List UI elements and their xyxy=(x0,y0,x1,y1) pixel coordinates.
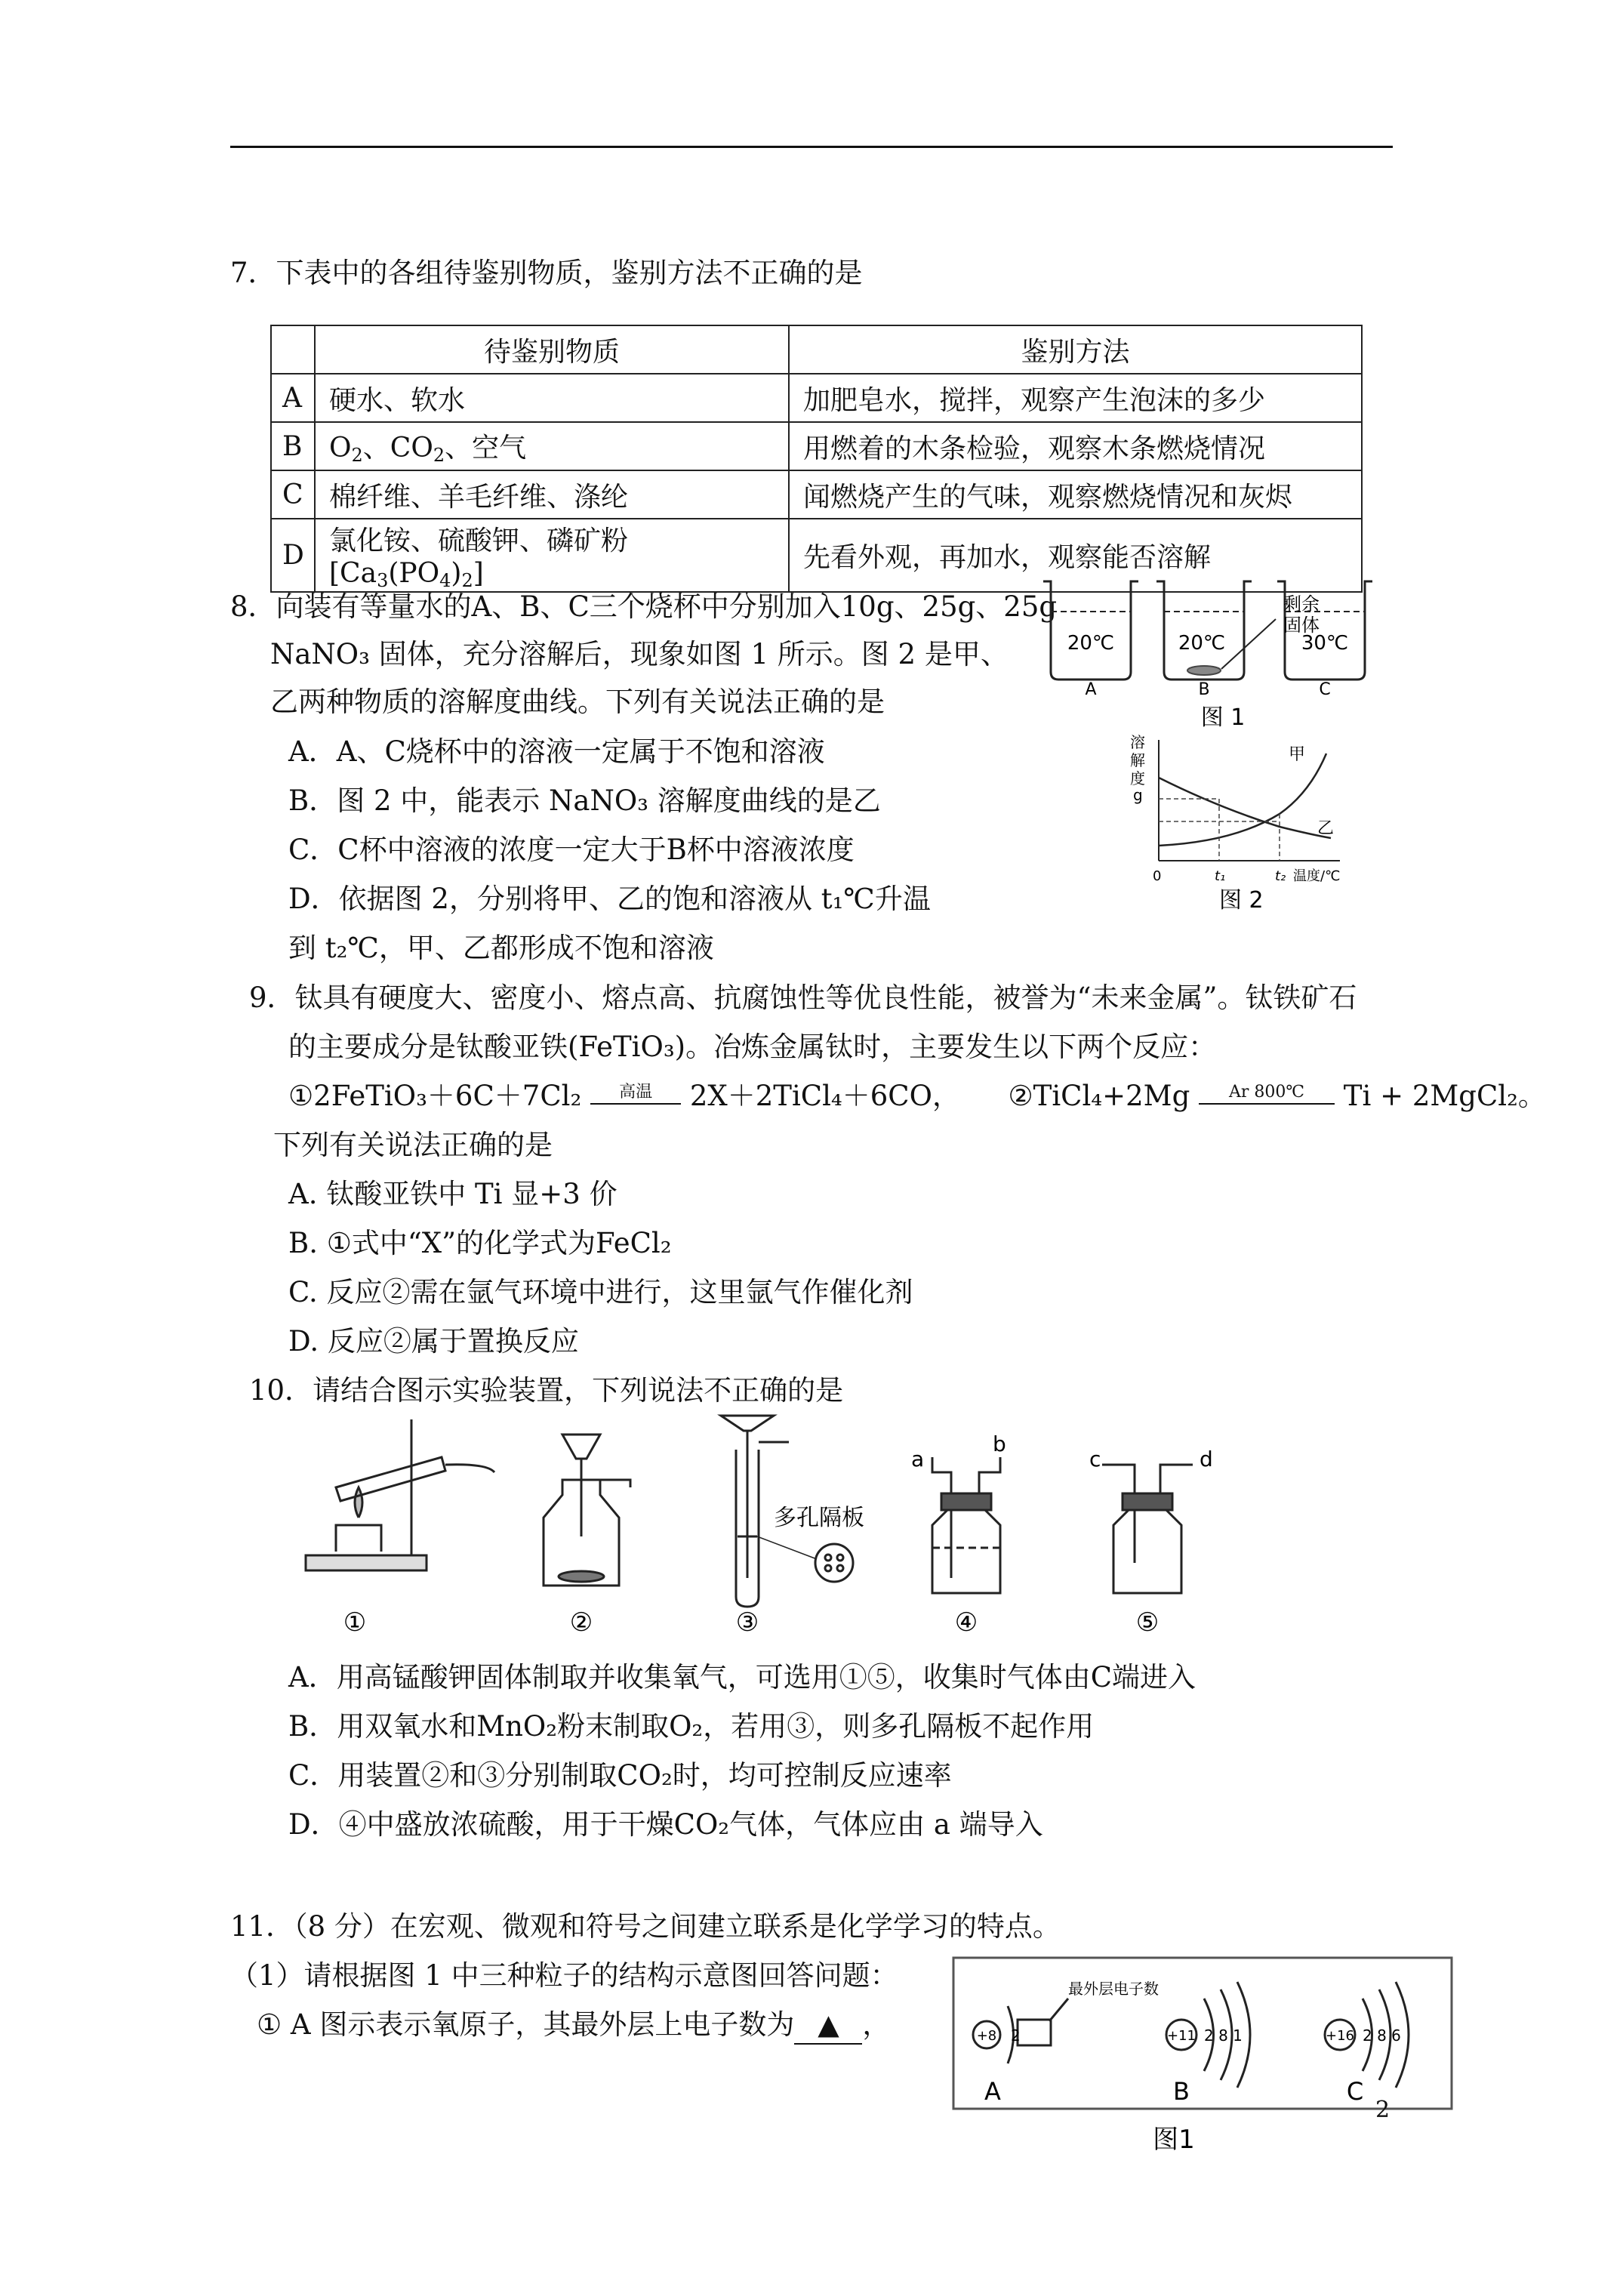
q10-option-a: A．用高锰酸钾固体制取并收集氧气，可选用①⑤，收集时气体由C端进入 xyxy=(288,1661,1196,1693)
table-row xyxy=(271,374,1362,422)
beaker-a-temp: 20℃ xyxy=(1067,632,1115,655)
q8-option-c: C．C杯中溶液的浓度一定大于B杯中溶液浓度 xyxy=(288,834,855,866)
q10-option-b: B．用双氧水和MnO₂粉末制取O₂，若用③，则多孔隔板不起作用 xyxy=(288,1710,1095,1743)
figure-1-caption: 图 1 xyxy=(1200,704,1246,731)
row-method: 闻燃烧产生的气味，观察燃烧情况和灰烬 xyxy=(789,470,1362,519)
q8-figure-1-beakers xyxy=(1034,574,1397,732)
y-label-char: 解 xyxy=(1130,751,1145,769)
header-cell xyxy=(271,325,315,374)
row-method: 用燃着的木条检验，观察木条燃烧情况 xyxy=(789,422,1362,470)
y-label-char: 度 xyxy=(1130,769,1145,787)
q11-sub1: （1）请根据图 1 中三种粒子的结构示意图回答问题： xyxy=(230,1959,898,1992)
atom-a-electrons: 2 xyxy=(1011,2026,1021,2045)
eq1-arrow xyxy=(590,1083,681,1114)
row-method: 加肥皂水，搅拌，观察产生泡沫的多少 xyxy=(789,374,1362,422)
q7-stem: 7．下表中的各组待鉴别物质，鉴别方法不正确的是 xyxy=(230,257,863,289)
x-axis-label: 温度/℃ xyxy=(1293,868,1341,884)
atom-b-charge: +11 xyxy=(1167,2028,1196,2044)
apparatus-5 xyxy=(1102,1465,1193,1593)
answer-blank[interactable]: ▲ xyxy=(794,2007,862,2045)
q8-line3: 乙两种物质的溶解度曲线。下列有关说法正确的是 xyxy=(270,686,885,718)
atom-label-a: A xyxy=(984,2077,1001,2106)
q9-equations xyxy=(288,1078,1546,1114)
apparatus-label-1: ① xyxy=(343,1607,367,1638)
q7-table xyxy=(270,325,1363,593)
q8-line1: 8．向装有等量水的A、B、C三个烧杯中分别加入10g、25g、25g xyxy=(230,590,1058,623)
residual-solid-note-1: 剩余 xyxy=(1283,593,1320,615)
porous-plate-label: 多孔隔板 xyxy=(774,1505,864,1531)
apparatus-label-4: ④ xyxy=(954,1607,978,1638)
eq2-arrow xyxy=(1199,1083,1335,1114)
port-c: c xyxy=(1089,1447,1101,1472)
q8-line2: NaNO₃ 固体，充分溶解后，现象如图 1 所示。图 2 是甲、 xyxy=(270,638,1009,670)
outer-electrons-box xyxy=(1018,2020,1051,2045)
question-text: ① A 图示表示氧原子，其最外层上电子数为 xyxy=(257,2008,795,2041)
q8-figure-2-solubility xyxy=(1129,732,1359,914)
row-method: 先看外观，再加水，观察能否溶解 xyxy=(789,519,1362,592)
q8-option-d-line2: 到 t₂℃，甲、乙都形成不饱和溶液 xyxy=(288,932,714,964)
q8-option-d-line1: D．依据图 2，分别将甲、乙的饱和溶液从 t₁℃升温 xyxy=(288,883,931,915)
q9-line2: 的主要成分是钛酸亚铁(FeTiO₃)。冶炼金属钛时，主要发生以下两个反应： xyxy=(288,1031,1217,1063)
y-label-char: 溶 xyxy=(1130,733,1145,751)
table-row xyxy=(271,470,1362,519)
beaker-label-c: C xyxy=(1319,680,1331,699)
row-substance: 氯化铵、硫酸钾、磷矿粉$[Ca_3(PO_4)_2]$ xyxy=(315,519,789,592)
atom-label-b: B xyxy=(1173,2077,1190,2106)
q8-option-b: B．图 2 中，能表示 NaNO₃ 溶解度曲线的是乙 xyxy=(288,784,881,817)
header-rule xyxy=(230,146,1393,148)
eq1-right: 2X＋2TiCl₄＋6CO， xyxy=(689,1080,960,1112)
port-a: a xyxy=(911,1447,925,1472)
series-yi xyxy=(1159,778,1331,838)
q11-stem: 11．（8 分）在宏观、微观和符号之间建立联系是化学学习的特点。 xyxy=(230,1910,1061,1943)
q9-line1: 9．钛具有硬度大、密度小、熔点高、抗腐蚀性等优良性能，被誉为“未来金属”。钛铁矿石 xyxy=(249,982,1357,1014)
atom-c-charge: +16 xyxy=(1326,2028,1354,2044)
header-cell: 鉴别方法 xyxy=(789,325,1362,374)
apparatus-label-2: ② xyxy=(569,1607,593,1638)
q9-line4: 下列有关说法正确的是 xyxy=(273,1129,553,1161)
atom-c-electrons: 2 8 6 xyxy=(1363,2026,1401,2045)
q9-option-c: C. 反应②需在氩气环境中进行，这里氩气作催化剂 xyxy=(288,1276,913,1308)
row-substance: 棉纤维、羊毛纤维、涤纶 xyxy=(315,470,789,519)
y-label-char: g xyxy=(1133,786,1143,804)
residual-solid-note-2: 固体 xyxy=(1283,615,1320,636)
series-label-yi: 乙 xyxy=(1317,819,1335,838)
apparatus-4 xyxy=(932,1457,1000,1593)
q9-option-b: B. ①式中“X”的化学式为FeCl₂ xyxy=(288,1227,672,1259)
eq1-condition: 高温 xyxy=(619,1082,653,1102)
beaker-b-temp: 20℃ xyxy=(1178,632,1226,655)
row-option: D xyxy=(271,519,315,592)
series-label-jia: 甲 xyxy=(1289,745,1306,764)
outer-electron-tag: 最外层电子数 xyxy=(1068,1980,1159,1998)
eq1-left: ①2FeTiO₃＋6C＋7Cl₂ xyxy=(288,1080,582,1112)
figure-2-caption: 图 2 xyxy=(1219,887,1264,914)
beaker-a xyxy=(1043,581,1138,680)
eq2-right: Ti + 2MgCl₂。 xyxy=(1343,1080,1546,1112)
q11-sub1-question xyxy=(257,2007,890,2045)
beaker-c-temp: 30℃ xyxy=(1301,632,1349,655)
origin-label: 0 xyxy=(1153,868,1162,884)
question-tail: ， xyxy=(862,2008,891,2041)
q10-apparatus-figure xyxy=(291,1404,1272,1638)
table-row xyxy=(271,422,1362,470)
row-substance: 硬水、软水 xyxy=(315,374,789,422)
q10-stem: 10．请结合图示实验装置，下列说法不正确的是 xyxy=(249,1374,844,1407)
atom-b-electrons: 2 8 1 xyxy=(1204,2026,1243,2045)
row-substance: $O_2$、$CO_2$、空气 xyxy=(315,422,789,470)
tick-t1: t₁ xyxy=(1215,868,1226,884)
q11-figure-1-atoms xyxy=(947,1952,1461,2156)
port-b: b xyxy=(993,1432,1006,1456)
q10-option-d: D．④中盛放浓硫酸，用于干燥CO₂气体，气体应由 a 端导入 xyxy=(288,1808,1043,1841)
atom-a-charge: +8 xyxy=(976,2028,997,2044)
apparatus-label-3: ③ xyxy=(735,1607,759,1638)
eq2-left: ②TiCl₄+2Mg xyxy=(1008,1080,1190,1112)
row-option: A xyxy=(271,374,315,422)
beaker-label-a: A xyxy=(1085,680,1097,699)
beaker-b xyxy=(1156,581,1276,680)
q8-option-a: A．A、C烧杯中的溶液一定属于不饱和溶液 xyxy=(288,735,825,768)
apparatus-2 xyxy=(544,1435,630,1586)
apparatus-1 xyxy=(306,1419,494,1570)
beaker-label-b: B xyxy=(1198,680,1210,699)
row-option: C xyxy=(271,470,315,519)
eq2-condition: Ar 800℃ xyxy=(1229,1082,1305,1102)
q9-option-d: D. 反应②属于置换反应 xyxy=(288,1325,579,1358)
row-option: B xyxy=(271,422,315,470)
page-number: 2 xyxy=(1375,2097,1390,2123)
header-cell: 待鉴别物质 xyxy=(315,325,789,374)
port-d: d xyxy=(1200,1447,1213,1472)
q10-option-c: C．用装置②和③分别制取CO₂时，均可控制反应速率 xyxy=(288,1759,952,1792)
apparatus-label-5: ⑤ xyxy=(1135,1607,1160,1638)
atom-label-c: C xyxy=(1346,2077,1364,2106)
q9-option-a: A. 钛酸亚铁中 Ti 显+3 价 xyxy=(288,1178,617,1210)
table-header-row xyxy=(271,325,1362,374)
tick-t2: t₂ xyxy=(1275,868,1286,884)
figure-1-caption: 图1 xyxy=(1153,2125,1195,2155)
